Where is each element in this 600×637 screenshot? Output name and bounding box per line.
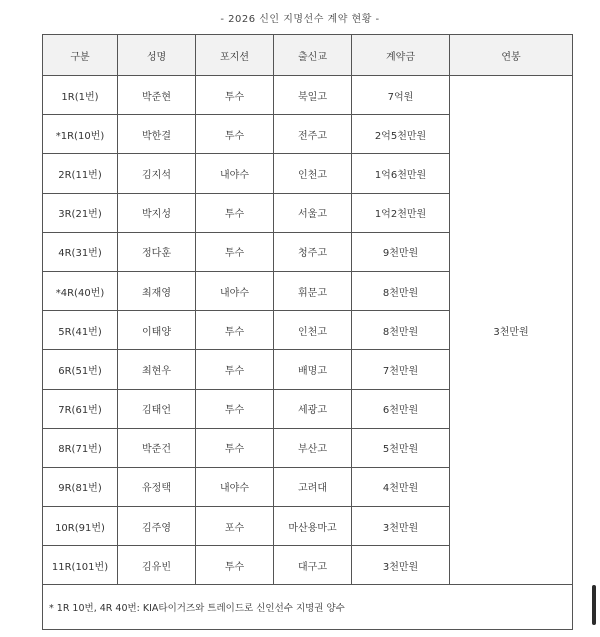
cell-signing-bonus: 9천만원 [352,232,450,271]
cell-school: 배명고 [274,350,352,389]
header-position: 포지션 [196,35,274,76]
cell-position: 투수 [196,428,274,467]
cell-player-name: 김주영 [118,507,196,546]
cell-school: 세광고 [274,389,352,428]
cell-signing-bonus: 7억원 [352,76,450,115]
scrollbar-thumb[interactable] [592,585,596,625]
cell-position: 투수 [196,115,274,154]
cell-school: 인천고 [274,311,352,350]
table-body [43,76,573,585]
cell-player-name: 김지석 [118,154,196,193]
cell-position: 투수 [196,389,274,428]
cell-player-name: 박준현 [118,76,196,115]
contract-table [42,34,573,630]
cell-round: *4R(40번) [43,271,118,310]
cell-round: *1R(10번) [43,115,118,154]
footnote: * 1R 10번, 4R 40번: KIA타이거즈와 트레이드로 신인선수 지명권 양수 [43,585,573,630]
cell-school: 대구고 [274,546,352,585]
cell-player-name: 박지성 [118,193,196,232]
cell-signing-bonus: 8천만원 [352,271,450,310]
header-signing-bonus: 계약금 [352,35,450,76]
cell-player-name: 최현우 [118,350,196,389]
cell-school: 부산고 [274,428,352,467]
cell-round: 8R(71번) [43,428,118,467]
cell-signing-bonus: 7천만원 [352,350,450,389]
cell-player-name: 이태양 [118,311,196,350]
cell-round: 9R(81번) [43,467,118,506]
cell-salary: 3천만원 [450,76,573,585]
cell-signing-bonus: 1억6천만원 [352,154,450,193]
table-header-row [43,35,573,76]
cell-signing-bonus: 3천만원 [352,546,450,585]
cell-position: 내야수 [196,467,274,506]
header-salary: 연봉 [450,35,573,76]
cell-school: 북일고 [274,76,352,115]
cell-round: 5R(41번) [43,311,118,350]
cell-school: 고려대 [274,467,352,506]
cell-round: 1R(1번) [43,76,118,115]
cell-round: 3R(21번) [43,193,118,232]
cell-position: 투수 [196,76,274,115]
cell-school: 청주고 [274,232,352,271]
header-school: 출신교 [274,35,352,76]
header-name: 성명 [118,35,196,76]
cell-signing-bonus: 4천만원 [352,467,450,506]
cell-player-name: 박준건 [118,428,196,467]
table-row [43,76,573,115]
cell-signing-bonus: 1억2천만원 [352,193,450,232]
cell-school: 전주고 [274,115,352,154]
cell-position: 내야수 [196,271,274,310]
cell-signing-bonus: 8천만원 [352,311,450,350]
cell-signing-bonus: 6천만원 [352,389,450,428]
footnote-row [43,585,573,630]
cell-round: 4R(31번) [43,232,118,271]
cell-round: 10R(91번) [43,507,118,546]
cell-position: 투수 [196,350,274,389]
cell-round: 11R(101번) [43,546,118,585]
cell-school: 마산용마고 [274,507,352,546]
cell-signing-bonus: 2억5천만원 [352,115,450,154]
cell-signing-bonus: 5천만원 [352,428,450,467]
cell-school: 인천고 [274,154,352,193]
cell-player-name: 김유빈 [118,546,196,585]
cell-player-name: 김태언 [118,389,196,428]
cell-school: 서울고 [274,193,352,232]
cell-player-name: 박한결 [118,115,196,154]
cell-position: 투수 [196,311,274,350]
header-round: 구분 [43,35,118,76]
cell-round: 2R(11번) [43,154,118,193]
cell-player-name: 정다훈 [118,232,196,271]
cell-position: 포수 [196,507,274,546]
cell-player-name: 최재영 [118,271,196,310]
page-title: - 2026 신인 지명선수 계약 현황 - [220,14,380,25]
cell-position: 투수 [196,546,274,585]
cell-position: 내야수 [196,154,274,193]
cell-player-name: 유정택 [118,467,196,506]
cell-signing-bonus: 3천만원 [352,507,450,546]
cell-position: 투수 [196,193,274,232]
cell-school: 휘문고 [274,271,352,310]
cell-round: 7R(61번) [43,389,118,428]
cell-position: 투수 [196,232,274,271]
cell-round: 6R(51번) [43,350,118,389]
